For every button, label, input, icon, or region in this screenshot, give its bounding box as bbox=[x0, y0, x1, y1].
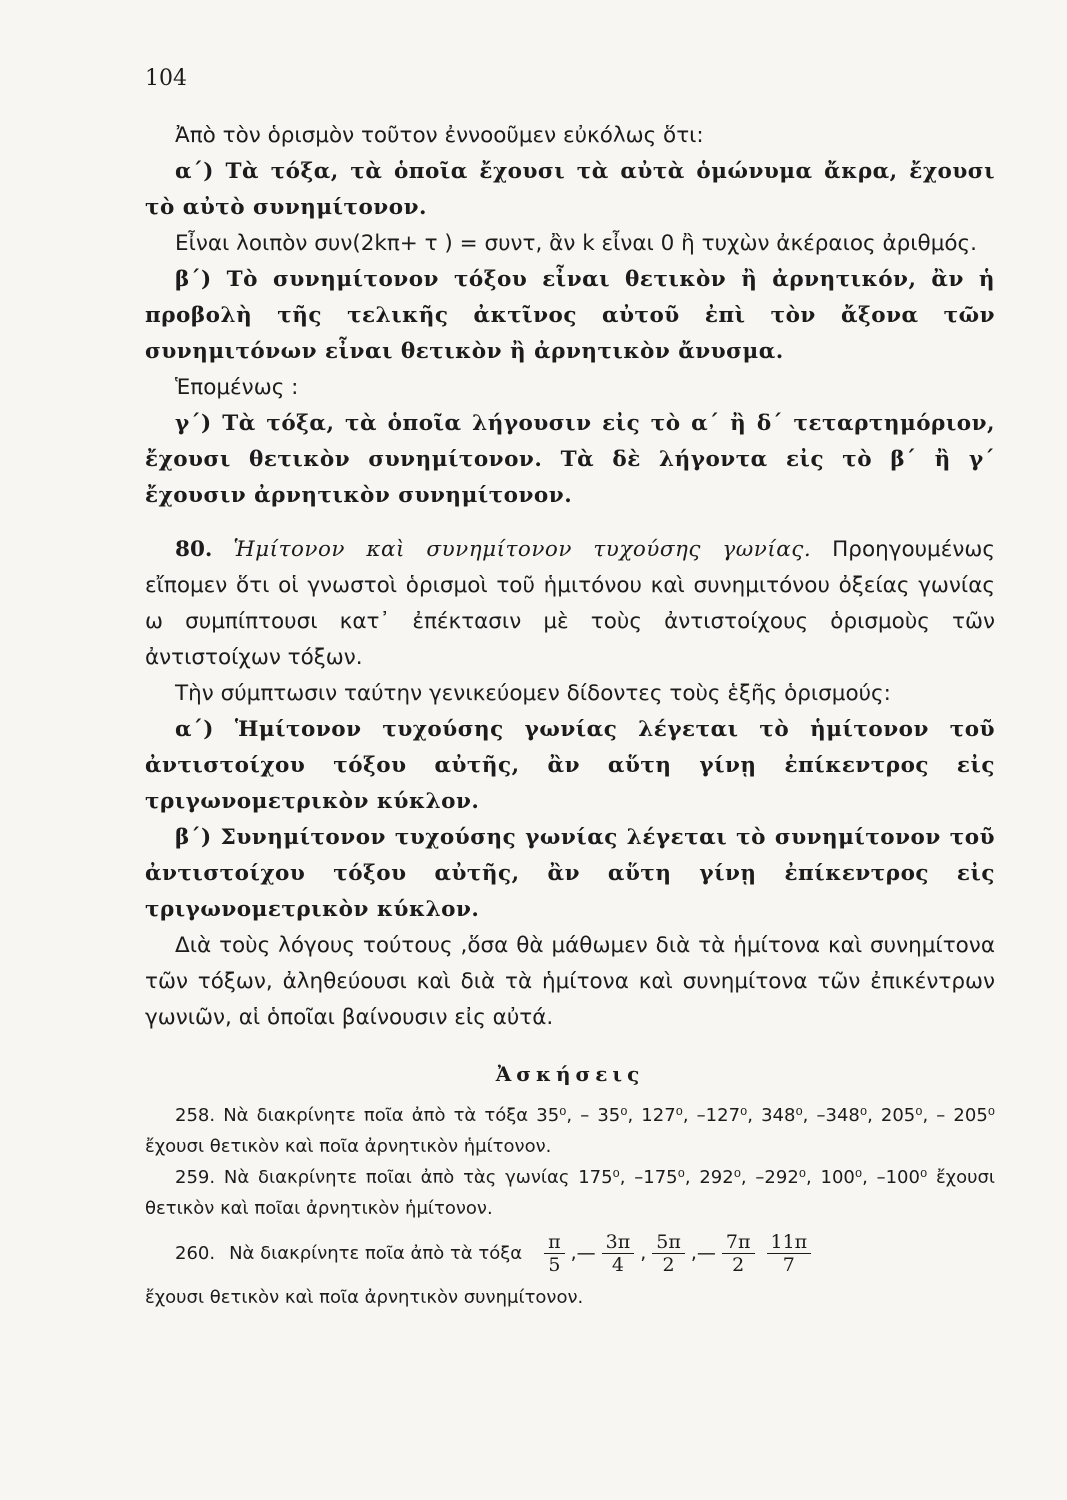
exercise-number: 259. bbox=[175, 1167, 216, 1188]
fraction-denominator: 2 bbox=[732, 1253, 745, 1276]
intro-paragraph: Ἀπὸ τὸν ὁρισμὸν τοῦτον ἐννοοῦμεν εὐκόλως ὅτι: bbox=[175, 123, 704, 148]
section-title: Ἡμίτονον καὶ συνημίτονον τυχούσης γωνίας. bbox=[233, 537, 812, 562]
formula-paragraph: Εἶναι λοιπὸν συν(2kπ+ τ ) = συντ, ἂν k εἶναι 0 ἢ τυχὼν ἀκέραιος ἀριθμός. bbox=[175, 231, 977, 256]
rule-a: α΄) Τὰ τόξα, τὰ ὁποῖα ἔχουσι τὰ αὐτὰ ὁμώνυμα ἄκρα, ἔχουσι τὸ αὐτὸ συνημίτονον. bbox=[145, 159, 995, 220]
fraction-denominator: 4 bbox=[611, 1253, 624, 1276]
section-80 bbox=[145, 532, 995, 676]
therefore-label: Ἑπομένως : bbox=[175, 375, 299, 400]
fraction-numerator: 5π bbox=[652, 1231, 685, 1254]
fraction bbox=[602, 1231, 635, 1276]
exercise-item bbox=[145, 1162, 995, 1224]
exercise-text: Νὰ διακρίνητε ποῖα ἀπὸ τὰ τόξα 35⁰, – 35⁰, 127⁰, –127⁰, 348⁰, –348⁰, 205⁰, – 205⁰ ἔχουσι θετικὸν καὶ ποῖα ἀρνητικὸν ἡμίτονον. bbox=[145, 1105, 995, 1157]
page-body bbox=[145, 118, 995, 1313]
fraction bbox=[652, 1231, 685, 1276]
fraction-denominator: 2 bbox=[662, 1253, 675, 1276]
fraction bbox=[544, 1231, 565, 1276]
exercise-260-tail: ἔχουσι θετικὸν καὶ ποῖα ἀρνητικὸν συνημίτονον. bbox=[145, 1287, 584, 1308]
exercise-number: 258. bbox=[175, 1105, 216, 1126]
rule-c: γ΄) Τὰ τόξα, τὰ ὁποῖα λήγουσιν εἰς τὸ α΄ ἢ δ΄ τεταρτημόριον, ἔχουσι θετικὸν συνημίτονον. Τὰ δὲ λήγοντα εἰς τὸ β΄ ἢ γ΄ ἔχουσιν ἀρνητικὸν συνημίτονον. bbox=[145, 411, 995, 508]
fraction-sign: — bbox=[696, 1242, 716, 1264]
fraction-numerator: 7π bbox=[722, 1231, 755, 1254]
definition-a: α΄) Ἡμίτονον τυχούσης γωνίας λέγεται τὸ ἡμίτονον τοῦ ἀντιστοίχου τόξου αὐτῆς, ἂν αὕτη γίνῃ ἐπίκεντρος εἰς τριγωνομετρικὸν κύκλον. bbox=[145, 717, 995, 814]
fraction bbox=[767, 1231, 812, 1276]
exercise-260: 260. Νὰ διακρίνητε ποῖα ἀπὸ τὰ τόξα $\frac{\pi}{5}$ , — $\frac{3\pi}{4}$ , $\frac{5\pi}{2}$ , — $\frac{7\pi}{2}$ $\frac{11\pi}{7}$ bbox=[145, 1224, 995, 1282]
fraction-denominator: 5 bbox=[548, 1253, 561, 1276]
fraction-numerator: 11π bbox=[767, 1231, 812, 1254]
exercises-heading: Ἀσκήσεις bbox=[495, 1062, 645, 1086]
rule-b: β΄) Τὸ συνημίτονον τόξου εἶναι θετικὸν ἢ ἀρνητικόν, ἂν ἡ προβολὴ τῆς τελικῆς ἀκτῖνος αὐτοῦ ἐπὶ τὸν ἄξονα τῶν συνημιτόνων εἶναι θετικὸν ἢ ἀρνητικὸν ἄνυσμα. bbox=[145, 267, 995, 364]
generalize-paragraph: Τὴν σύμπτωσιν ταύτην γενικεύομεν δίδοντες τοὺς ἑξῆς ὁρισμούς: bbox=[175, 681, 891, 706]
fraction-numerator: 3π bbox=[602, 1231, 635, 1254]
fraction-numerator: π bbox=[544, 1231, 565, 1254]
fraction-denominator: 7 bbox=[782, 1253, 795, 1276]
closing-paragraph: Διὰ τοὺς λόγους τούτους ,ὅσα θὰ μάθωμεν διὰ τὰ ἡμίτονα καὶ συνημίτονα τῶν τόξων, ἀληθεύουσι καὶ διὰ τὰ ἡμίτονα καὶ συνημίτονα τῶν ἐπικέντρων γωνιῶν, αἱ ὁποῖαι βαίνουσιν εἰς αὐτά. bbox=[145, 933, 995, 1030]
definition-b: β΄) Συνημίτονον τυχούσης γωνίας λέγεται τὸ συνημίτονον τοῦ ἀντιστοίχου τόξου αὐτῆς, ἂν αὕτη γίνῃ ἐπίκεντρος εἰς τριγωνομετρικὸν κύκλον. bbox=[145, 825, 995, 922]
page-number: 104 bbox=[145, 66, 187, 91]
exercise-text: Νὰ διακρίνητε ποῖαι ἀπὸ τὰς γωνίας 175⁰, –175⁰, 292⁰, –292⁰, 100⁰, –100⁰ ἔχουσι θετικὸν καὶ ποῖαι ἀρνητικὸν ἡμίτονον. bbox=[145, 1167, 995, 1219]
fraction bbox=[722, 1231, 755, 1276]
section-number: 80. bbox=[175, 537, 213, 562]
exercise-text: Νὰ διακρίνητε ποῖα ἀπὸ τὰ τόξα bbox=[229, 1242, 523, 1264]
exercise-number: 260. bbox=[175, 1242, 216, 1264]
section-text: Προηγουμένως εἴπομεν ὅτι οἱ γνωστοὶ ὁρισμοὶ τοῦ ἡμιτόνου καὶ συνημιτόνου ὀξείας γωνίας ω συμπίπτουσι κατ᾽ ἐπέκτασιν μὲ τοὺς ἀντιστοίχους ὁρισμοὺς τῶν ἀντιστοίχων τόξων. bbox=[145, 537, 995, 670]
exercise-item bbox=[145, 1100, 995, 1162]
fraction-sign: — bbox=[576, 1242, 596, 1264]
